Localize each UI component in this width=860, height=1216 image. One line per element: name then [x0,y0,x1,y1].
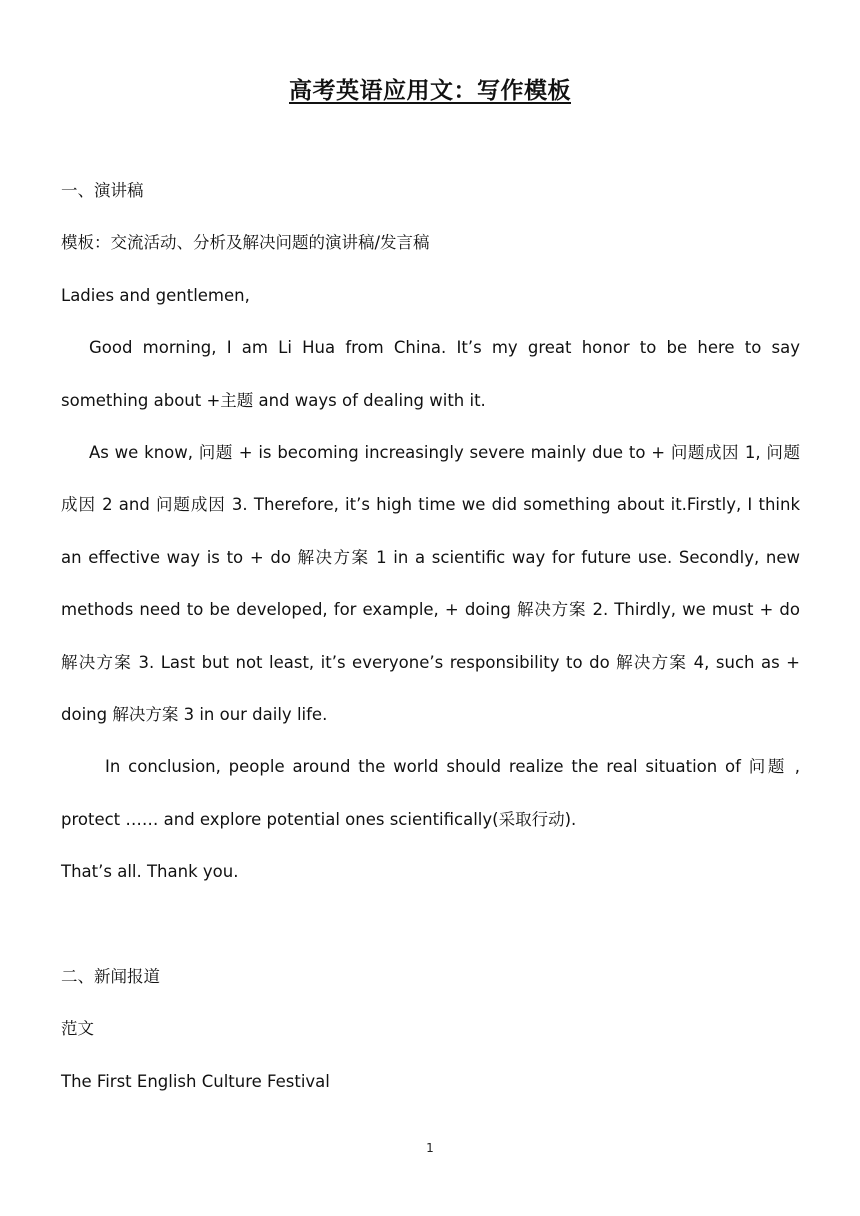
speech-paragraph-3: In conclusion, people around the world should realize the real situation of 问题 , protect …… and explore potential ones scientifically(采取行动). [61,757,800,829]
section1-heading: 一、演讲稿 [61,181,144,200]
speech-paragraph-2: As we know, 问题 + is becoming increasingly severe mainly due to + 问题成因 1, 问题成因 2 and 问题成因 3. Therefore, it’s high time we did something about it.Firstly, I think an effective way is to + do 解决方案 1 in a scientific way for future use. Secondly, new methods need to be developed, for example, + doing 解决方案 2. Thirdly, we must + do 解决方案 3. Last but not least, it’s everyone’s responsibility to do 解决方案 4, such as + doing 解决方案 3 in our daily life. [61,442,800,725]
template-label: 模板：交流活动、分析及解决问题的演讲稿/发言稿 [61,233,430,253]
document-title: 高考英语应用文：写作模板 [289,78,571,104]
page-number: 1 [426,1141,434,1155]
sample-label: 范文 [61,1019,94,1039]
salutation: Ladies and gentlemen, [61,285,250,305]
sample-title: The First English Culture Festival [61,1071,330,1091]
section-spacer [61,899,800,951]
speech-closing: That’s all. Thank you. [61,862,239,882]
speech-paragraph-1: Good morning, I am Li Hua from China. It’s my great honor to be here to say something about +主题 and ways of dealing with it. [61,338,800,410]
section2-heading: 二、新闻报道 [61,967,160,987]
document-body [61,165,800,1108]
